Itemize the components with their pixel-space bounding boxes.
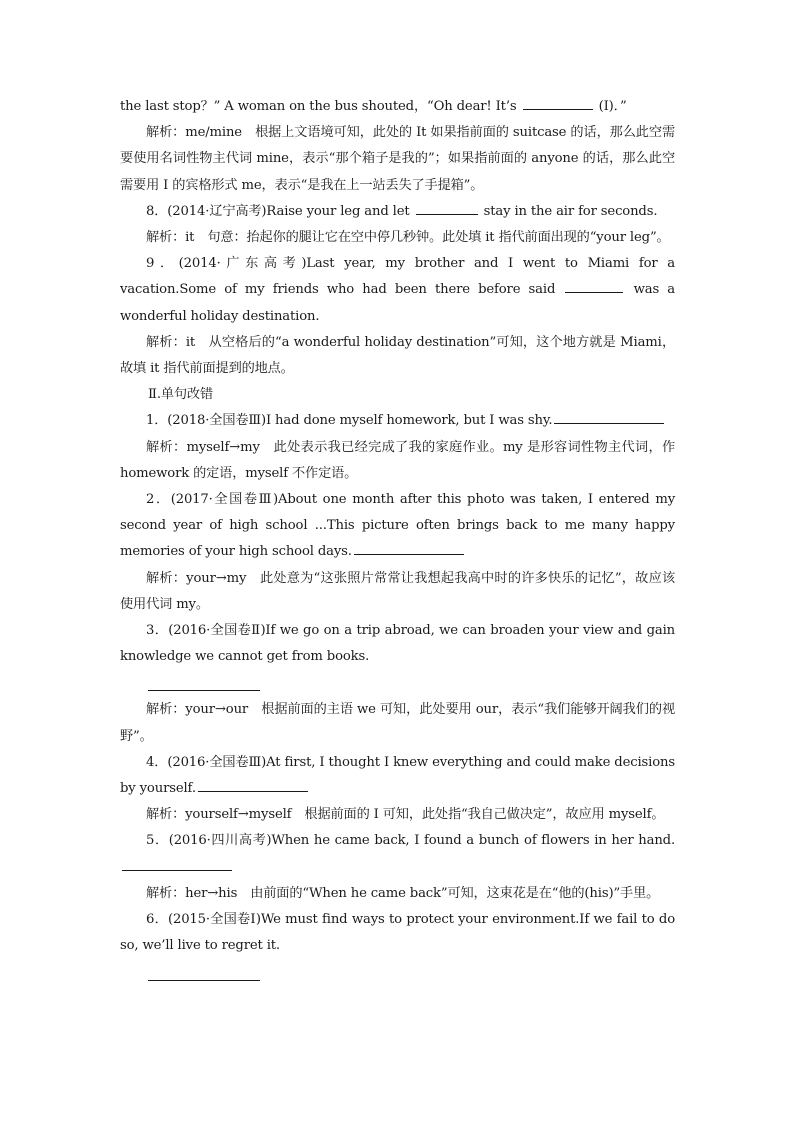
correction-answer-1: 解析：myself→my 此处表示我已经完成了我的家庭作业。my 是形容词性物主代词，作 homework 的定语，myself 不作定语。 (120, 439, 675, 481)
correction-2 (120, 487, 675, 566)
answer-7: 解析：me/mine 根据上文语境可知，此处的 It 如果指前面的 suitcase 的话，那么此空需要使用名词性物主代词 mine，表示“那个箱子是我的”；如果指前面的 anyone 的话，那么此空需要用 I 的宾格形式 me，表示“是我在上一站丢失了手提箱”。 (120, 125, 675, 193)
correction-answer-3: 解析：your→our 根据前面的主语 we 可知，此处要用 our，表示“我们能够开阔我们的视野”。 (120, 702, 675, 744)
answer-blank[interactable] (148, 966, 260, 981)
question-8 (120, 199, 675, 225)
answer-blank[interactable] (122, 856, 232, 871)
question-text: the last stop？” A woman on the bus shouted，“Oh dear! It’s (120, 99, 521, 114)
answer-blank[interactable] (354, 540, 464, 555)
answer-blank[interactable] (554, 409, 664, 424)
question-text: 9．(2014·广东高考)Last year, my brother and I went to Miami for a vacation.Some of my friends who had been there before said (120, 256, 675, 298)
correction-5 (120, 828, 675, 880)
correction-answer-5: 解析：her→his 由前面的“When he came back”可知，这束花是在“他的(his)”手里。 (146, 885, 660, 901)
question-text: was a wonderful holiday destination. (120, 282, 675, 324)
question-9 (120, 251, 675, 330)
correction-answer-2: 解析：your→my 此处意为“这张照片常常让我想起我高中时的许多快乐的记忆”，故应该使用代词 my。 (120, 570, 675, 612)
correction-answer-4: 解析：yourself→myself 根据前面的 I 可知，此处指“我自己做决定”，故应用 myself。 (146, 807, 665, 823)
correction-6: 6．(2015·全国卷Ⅰ)We must find ways to protect your environment.If we fail to do so, we’ll live to regret it. (120, 912, 675, 954)
answer-8: 解析：it 句意：抬起你的腿让它在空中停几秒钟。此处填 it 指代前面出现的“your leg”。 (146, 230, 670, 246)
document-page (120, 94, 675, 987)
answer-blank[interactable] (198, 777, 308, 792)
question-text: 4．(2016·全国卷Ⅲ)At first, I thought I knew everything and could make decisions by yourself. (120, 754, 675, 797)
fill-blank[interactable] (416, 200, 478, 215)
question-text: 2．(2017·全国卷Ⅲ)About one month after this photo was taken, I entered my second year of high school ...This picture often brings back to me many happy memories of your high school days. (120, 492, 675, 560)
question-text: (I)．” (594, 99, 627, 114)
section-title: Ⅱ.单句改错 (148, 387, 214, 403)
correction-1 (120, 408, 675, 434)
answer-9: 解析：it 从空格后的“a wonderful holiday destination”可知，这个地方就是 Miami，故填 it 指代前面提到的地点。 (120, 334, 675, 377)
question-text: 5．(2016·四川高考)When he came back, I found a bunch of flowers in her hand. (146, 833, 675, 849)
question-7-tail (120, 94, 675, 120)
correction-4 (120, 750, 675, 802)
question-text: 1．(2018·全国卷Ⅲ)I had done myself homework, but I was shy. (146, 413, 553, 429)
question-text: 8．(2014·辽宁高考)Raise your leg and let (146, 203, 414, 219)
question-text: stay in the air for seconds. (479, 203, 658, 219)
fill-blank[interactable] (523, 95, 593, 110)
answer-blank[interactable] (148, 676, 260, 691)
correction-3: 3．(2016·全国卷Ⅱ)If we go on a trip abroad, we can broaden your view and gain knowledge we cannot get from books. (120, 623, 675, 665)
fill-blank[interactable] (565, 278, 623, 293)
